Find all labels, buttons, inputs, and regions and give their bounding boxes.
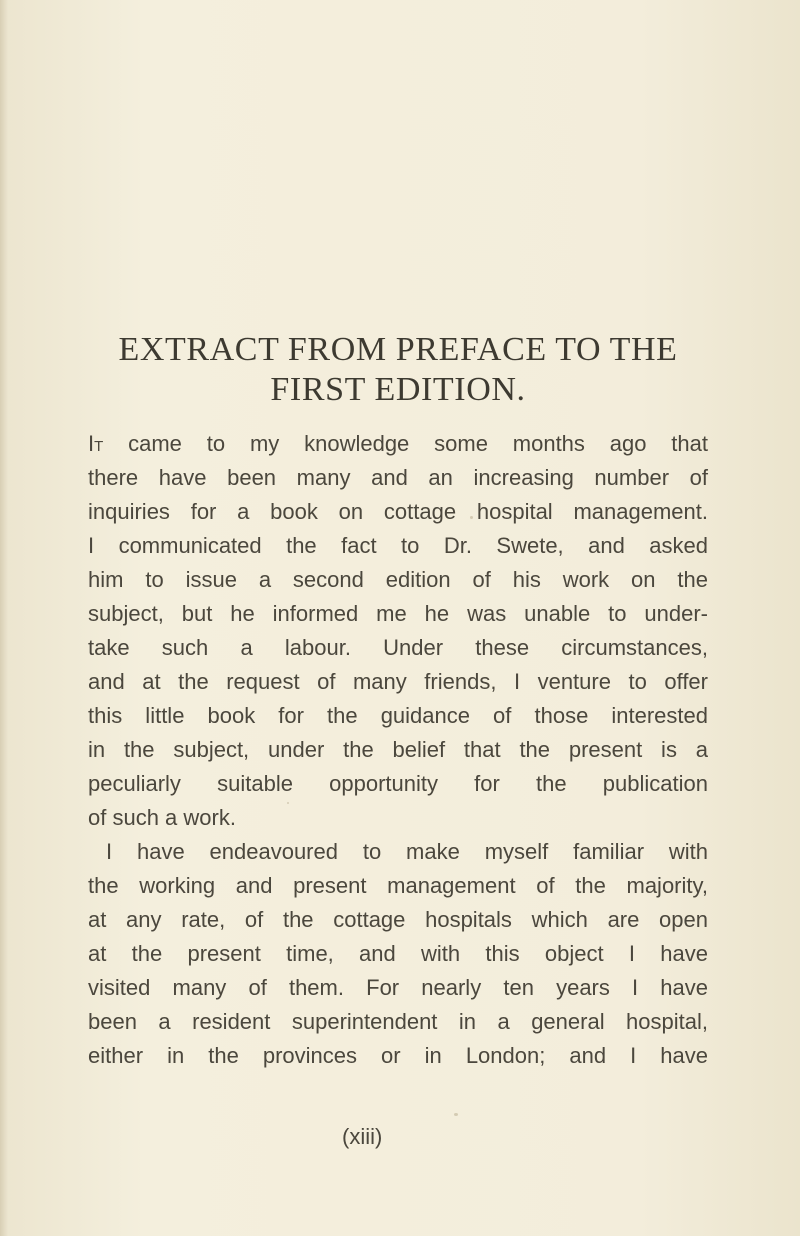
preface-line-17: visited many of them. For nearly ten years I have <box>88 975 708 1000</box>
preface-line-3: inquiries for a book on cottage hospital management. <box>88 499 708 524</box>
preface-line-9: this little book for the guidance of those interested <box>88 703 708 728</box>
page-edge-shadow <box>0 0 8 1236</box>
preface-line-6: subject, but he informed me he was unable to under- <box>88 601 708 626</box>
preface-line-4: I communicated the fact to Dr. Swete, and asked <box>88 533 708 558</box>
preface-line-16: at the present time, and with this object I have <box>88 941 708 966</box>
page-number: (xiii) <box>342 1124 383 1149</box>
preface-line-14: the working and present management of the majority, <box>88 873 708 898</box>
title-line-1: EXTRACT FROM PREFACE TO THE <box>118 331 678 368</box>
preface-line-2: there have been many and an increasing number of <box>88 465 708 490</box>
page-title <box>78 330 718 410</box>
preface-line-7: take such a labour. Under these circumstances, <box>88 635 708 660</box>
preface-line-12: of such a work. <box>88 805 236 830</box>
preface-line-5: him to issue a second edition of his work on the <box>88 567 708 592</box>
preface-line-18: been a resident superintendent in a general hospital, <box>88 1009 708 1034</box>
preface-line-13: I have endeavoured to make myself familiar with <box>106 839 708 864</box>
preface-line-1 <box>88 427 708 461</box>
preface-body <box>88 427 708 1073</box>
preface-line-19: either in the provinces or in London; and I have <box>88 1043 708 1068</box>
preface-line-8: and at the request of many friends, I venture to offer <box>88 669 708 694</box>
opening-word: It <box>88 431 104 456</box>
preface-line-11: peculiarly suitable opportunity for the publication <box>88 771 708 796</box>
preface-line-15: at any rate, of the cottage hospitals which are open <box>88 907 708 932</box>
preface-line-10: in the subject, under the belief that the present is a <box>88 737 708 762</box>
title-line-2: FIRST EDITION. <box>270 371 526 408</box>
paper-speck <box>454 1113 458 1116</box>
opening-line-text: came to my knowledge some months ago that <box>103 431 708 456</box>
